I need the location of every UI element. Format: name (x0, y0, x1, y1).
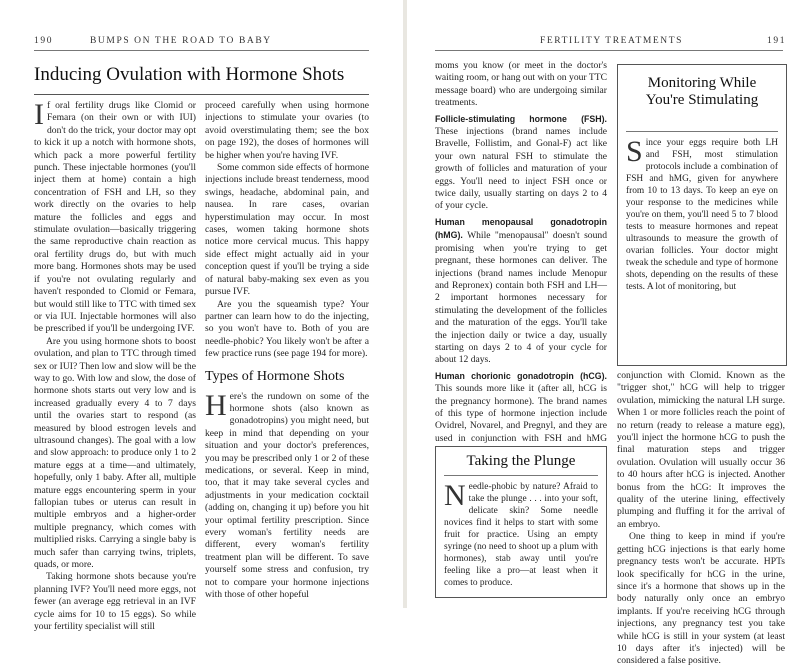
header-rule-left (34, 50, 369, 51)
sidebar-body (626, 137, 778, 361)
drop-cap: H (205, 388, 227, 422)
paragraph: Are you the squeamish type? Your partner can learn how to do the injecting, so you won't have to. Both of you are needle-phobic? You likely won't be after a few practice runs (see page 194 for more). (205, 298, 369, 360)
left-column-2 (205, 100, 369, 600)
paragraph: Human chorionic gonadotropin (hCG). This sounds more like it (after all, hCG is the pregnancy hormone). The brand names of this type of hormone injection include Ovidrel, Novarel, and Pregnyl, and they are used in conjunction with FSH and hMG (435, 370, 607, 444)
paragraph: proceed carefully when using hormone injections to stimulate your ovaries (to avoid overstimulating them; see the box on page 192), the doses of hormones will be higher when you're having IVF. (205, 100, 369, 161)
drop-cap: I (34, 98, 44, 131)
paragraph: Some common side effects of hormone injections include breast tenderness, mood swings, headache, abdominal pain, and nausea. In rare cases, ovarian hyperstimulation may occur. In most cases, women taking hormone shots notice more cervical mucus. This happy side effect might actually aid in your conception quest if you'll be trying a side of natural baby-making sex even as you pursue IVF. (205, 162, 369, 298)
right-page (407, 0, 810, 667)
sidebar-rule (444, 475, 598, 476)
header-rule-right (435, 50, 783, 51)
paragraph: If oral fertility drugs like Clomid or Femara (on their own or with IUI) don't do the trick, your doctor may opt to kick it up a notch with hormone shots, which pack a more powerful fertility punch. These injectable hormones (you'll inject them at home) contain a high concentration of FSH and LH, so they work directly on the ovaries to help mature the follicles and eggs and stimulate ovulation—basically triggering the same reproductive chain reaction as oral fertility drugs do, but with much more bang. Hormones shots may be used if you're not ovulating regularly and haven't responded to Clomid or Femara, but would still like to TTC with timed sex or via IUI. Injectable hormones will also be prescribed if you'll be undergoing IVF. (34, 98, 196, 335)
drop-cap: N (444, 479, 466, 512)
left-column-1 (34, 98, 196, 633)
right-column-1 (435, 60, 607, 445)
paragraph: Taking hormone shots because you're planning IVF? You'll need more eggs, not fewer (an average egg retrieval in an IVF cycle aims for 10 to 15 eggs). So while your fertility specialist will still (34, 571, 196, 633)
heading-rule (34, 94, 369, 95)
paragraph: moms you know (or meet in the doctor's waiting room, or hang out with on your TTC message board) who are undergoing similar treatments. (435, 60, 607, 109)
paragraph: Needle-phobic by nature? Afraid to take the plunge . . . into your soft, delicate skin? Some needle novices find it helps to start with some fruit for practice. Using an empty syringe (no need to shoot up a plum with hormones), stab away until you're feeling like a pro—at least when it comes to produce. (444, 479, 598, 588)
paragraph: Human menopausal gonadotropin (hMG). While "menopausal" doesn't sound promising when you're trying to get pregnant, these hormones can deliver. The injections (brand names include Menopur and Repronex) contain both FSH and LH—2 important hormones necessary for stimulating the development of the follicles and the maturation of the eggs. You'll take the injection daily or twice a day, usually starting on days 2 to 4 of your cycle for about 12 days. (435, 216, 607, 366)
section-heading: Inducing Ovulation with Hormone Shots (34, 64, 345, 85)
left-page (0, 0, 403, 633)
paragraph: Since your eggs require both LH and FSH, most stimulation protocols include a combination of FSH and hMG, given for anywhere from 10 to 13 days. To keep an eye on your response to the medicines while you're on them, you'll need 5 to 7 blood tests to measure hormones and repeat ultrasounds to measure the growth of ovarian follicles. Your doctor might tweak the schedule and type of hormone shots, depending on the results of these tests. A lot of monitoring, but (626, 135, 778, 292)
term-hcg: Human chorionic gonadotropin (hCG). (435, 370, 607, 381)
paragraph: One thing to keep in mind if you're getting hCG injections is that early home pregnancy tests won't be accurate. HPTs look specifically for hCG in the urine, since it's a hormone that shows up in the body naturally only once an embryo implants. If you're receiving hCG through injections, any pregnancy test you take while hCG is still in your system (at least 10 days after it's injected) will be considered a false positive. (617, 531, 785, 667)
sidebar-taking-the-plunge (435, 446, 607, 598)
right-column-2 (617, 370, 785, 667)
term-hmg: Human menopausal gonadotropin (hMG). (435, 216, 607, 241)
paragraph: Follicle-stimulating hormone (FSH). These injections (brand names include Bravelle, Follistim, and Gonal-F) act like your own natural FSH to stimulate the growth of follicles and maturation of your eggs. You'll need to inject FSH once or twice daily, usually starting on days 2 to 4 of your cycle. (435, 113, 607, 212)
term-fsh: Follicle-stimulating hormone (FSH). (435, 113, 607, 124)
sidebar-title: Taking the Plunge (466, 453, 576, 469)
paragraph: Are you using hormone shots to boost ovulation, and plan to TTC through timed sex or IUI? Then low and slow will be the way to go. With low and slow, the dose of hormone shots starts out very low and is increased gradually every 4 to 7 days until the ovaries start to respond (as measured by blood estrogen levels and ultrasound changes). The goal with a low and slow approach: to produce only 1 to 2 mature eggs at a time—and ultimately, hopefully, only 1 baby. After all, multiple mature eggs encountering sperm in your fallopian tubes or uterus can result in multiple embryos and a higher-order multiple pregnancy, which comes with multiplied risks. Carrying a single baby is much safer than carrying twins, triplets, quads, or more. (34, 335, 196, 571)
sidebar-rule (626, 131, 778, 132)
sidebar-monitoring (617, 64, 787, 366)
drop-cap: S (626, 135, 643, 168)
paragraph: conjunction with Clomid. Known as the "trigger shot," hCG will help to trigger ovulation, mimicking the natural LH surge. When 1 or more follicles reach the point of no return (ready to release a mature egg), you'll inject the hormone hCG to push the final maturation steps and trigger ovulation. Ovulation will usually occur 36 to 40 hours after hCG is injected. Another bonus from the hCG: It improves the quality of the uterine lining, effectively plumping and fluffing it for the arrival of an embryo. (617, 370, 785, 530)
page-number-right: 191 (767, 36, 787, 46)
running-head-right: FERTILITY TREATMENTS (540, 36, 684, 46)
running-head-left: BUMPS ON THE ROAD TO BABY (90, 36, 272, 46)
sidebar-body (444, 481, 598, 593)
page-number-left: 190 (34, 36, 54, 46)
sidebar-title: Monitoring While You're Stimulating (645, 75, 759, 108)
subheading: Types of Hormone Shots (205, 368, 345, 384)
paragraph: Here's the rundown on some of the hormone shots (also known as gonadotropins) you might need, but keep in mind that depending on your situation and your doctor's preferences, you may be prescribed only 1 or 2 of these medications, or several. Keep in mind, too, that it may take several cycles and adjustments in your medication cocktail (adding on, changing it up) before you hit your optimal fertility prescription. Since every woman's fertility needs are different, every woman's fertility treatment plan will be different. To save yourself some stress and confusion, try not to compare your hormone injections with those of other hopeful (205, 388, 369, 601)
